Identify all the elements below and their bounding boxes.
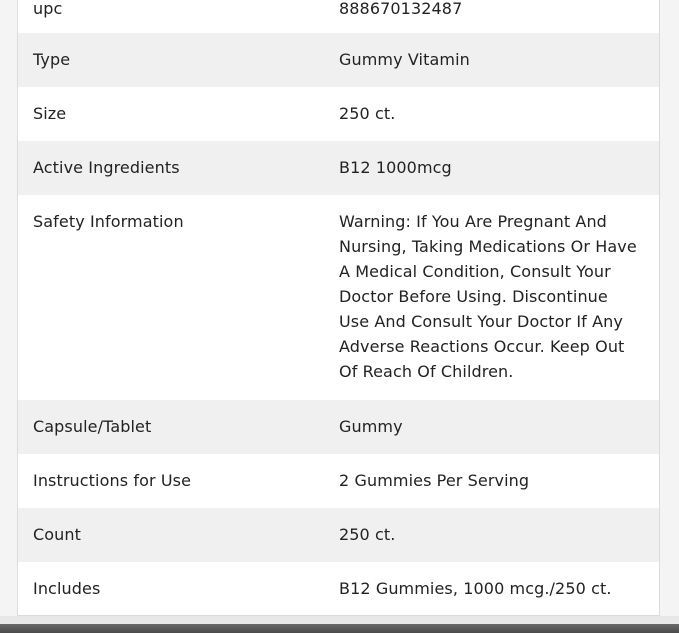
spec-label: Safety Information: [18, 195, 339, 400]
spec-label: Active Ingredients: [18, 141, 339, 195]
spec-value: Warning: If You Are Pregnant And Nursing, Taking Medications Or Have A Medical Condition, Consult Your Doctor Before Using. Discontinue Use And Consult Your Doctor If Any Adverse Reactions Occur. Keep Out Of Reach Of Children.: [339, 195, 659, 400]
spec-value: 250 ct.: [339, 508, 659, 562]
spec-row-capsule-tablet: [18, 400, 659, 454]
spec-label: Instructions for Use: [18, 454, 339, 508]
spec-value: 250 ct.: [339, 87, 659, 141]
spec-value: B12 Gummies, 1000 mcg./250 ct.: [339, 562, 659, 614]
spec-row-upc: [18, 0, 659, 33]
viewport-bottom-edge: [0, 624, 679, 633]
spec-row-type: [18, 33, 659, 87]
spec-row-size: [18, 87, 659, 141]
spec-value: B12 1000mcg: [339, 141, 659, 195]
spec-value: 2 Gummies Per Serving: [339, 454, 659, 508]
spec-row-count: [18, 508, 659, 562]
spec-row-instructions-for-use: [18, 454, 659, 508]
spec-label: Capsule/Tablet: [18, 400, 339, 454]
spec-label: Includes: [18, 562, 339, 614]
spec-label: upc: [18, 0, 339, 33]
spec-value: Gummy Vitamin: [339, 33, 659, 87]
specifications-card: [17, 0, 660, 616]
spec-label: Type: [18, 33, 339, 87]
spec-label: Size: [18, 87, 339, 141]
spec-row-safety-information: [18, 195, 659, 400]
spec-value: Gummy: [339, 400, 659, 454]
spec-row-active-ingredients: [18, 141, 659, 195]
specifications-table: [18, 0, 659, 614]
spec-row-includes: [18, 562, 659, 614]
spec-label: Count: [18, 508, 339, 562]
spec-value: 888670132487: [339, 0, 659, 33]
